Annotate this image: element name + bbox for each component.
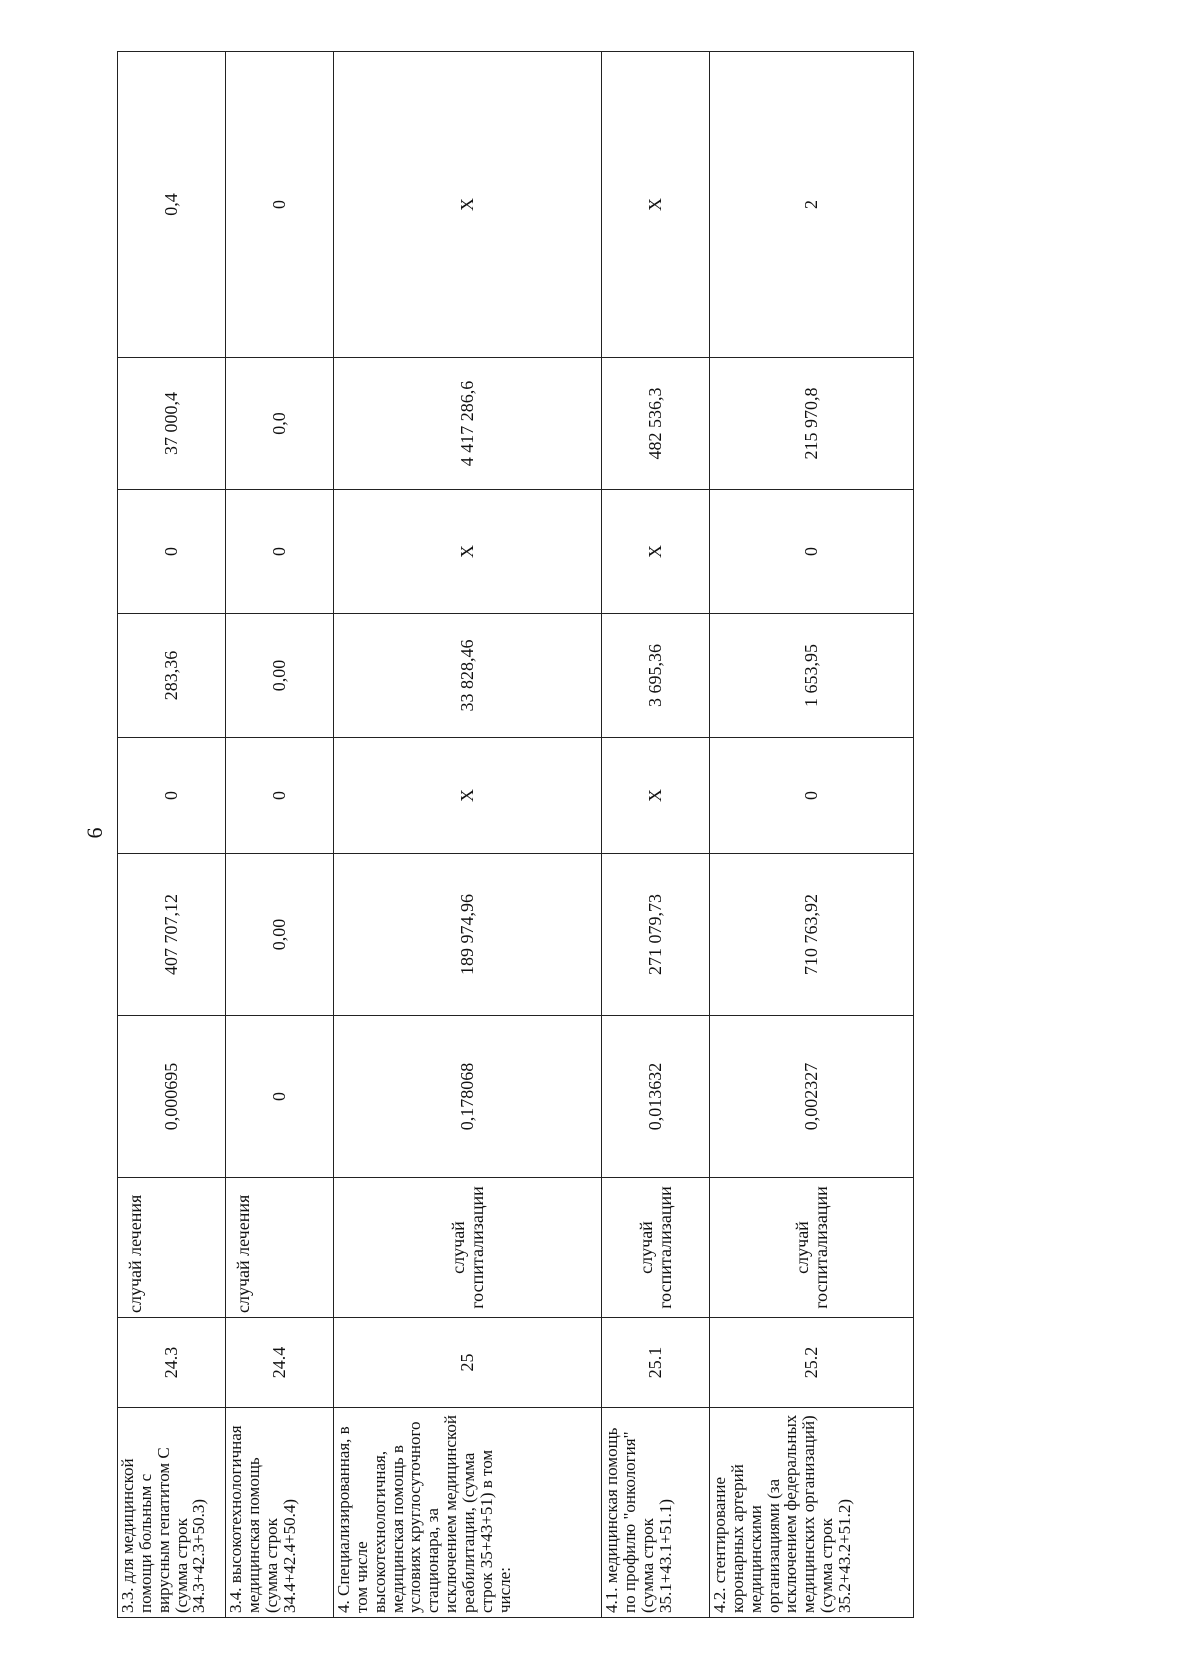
row-unit: случай лечения — [226, 1178, 334, 1318]
row-col10: X — [334, 52, 602, 358]
row-col6: 0 — [226, 738, 334, 854]
row-unit: случай лечения — [118, 1178, 226, 1318]
row-col6: 0 — [118, 738, 226, 854]
row-cost: 710 763,92 — [710, 854, 914, 1016]
row-col6: X — [334, 738, 602, 854]
row-col7: 0,00 — [226, 614, 334, 738]
row-unit: случай госпитализации — [334, 1178, 602, 1318]
row-col7: 283,36 — [118, 614, 226, 738]
row-description: 4.2. стентирование коронарных артерий медицинскими организациями (за исключением федеральных медицинских организаций) (сумма строк 35.2+43.2+51.2) — [710, 1408, 914, 1618]
row-col9: 0,0 — [226, 358, 334, 490]
row-col7: 1 653,95 — [710, 614, 914, 738]
page-number: 6 — [82, 827, 107, 839]
row-col7: 33 828,46 — [334, 614, 602, 738]
row-col9: 482 536,3 — [602, 358, 710, 490]
row-col10: 0 — [226, 52, 334, 358]
row-col9: 37 000,4 — [118, 358, 226, 490]
row-number: 25.2 — [710, 1318, 914, 1408]
row-norm: 0,000695 — [118, 1016, 226, 1178]
row-description: 4. Специализированная, в том числе высокотехнологичная, медицинская помощь в условиях круглосуточного стационара, за исключением медицинской реабилитации, (сумма строк 35+43+51) в том числе: — [334, 1408, 602, 1618]
row-cost: 0,00 — [226, 854, 334, 1016]
row-col8: X — [334, 490, 602, 614]
row-unit: случай госпитализации — [602, 1178, 710, 1318]
row-norm: 0,013632 — [602, 1016, 710, 1178]
table-row — [118, 52, 226, 1618]
table-row — [226, 52, 334, 1618]
row-number: 24.4 — [226, 1318, 334, 1408]
table-row — [602, 52, 710, 1618]
row-cost: 407 707,12 — [118, 854, 226, 1016]
row-col6: 0 — [710, 738, 914, 854]
row-number: 25 — [334, 1318, 602, 1408]
rotated-table-container — [117, 52, 913, 1618]
row-col8: X — [602, 490, 710, 614]
table-row — [710, 52, 914, 1618]
row-col8: 0 — [226, 490, 334, 614]
row-col10: 2 — [710, 52, 914, 358]
row-cost: 189 974,96 — [334, 854, 602, 1016]
row-col6: X — [602, 738, 710, 854]
row-col10: X — [602, 52, 710, 358]
row-description: 3.3. для медицинской помощи больным с вирусным гепатитом С (сумма строк 34.3+42.3+50.3) — [118, 1408, 226, 1618]
row-norm: 0,178068 — [334, 1016, 602, 1178]
row-number: 25.1 — [602, 1318, 710, 1408]
row-col9: 215 970,8 — [710, 358, 914, 490]
row-unit: случай госпитализации — [710, 1178, 914, 1318]
row-norm: 0 — [226, 1016, 334, 1178]
data-table — [117, 51, 914, 1618]
row-col8: 0 — [118, 490, 226, 614]
row-description: 4.1. медицинская помощь по профилю "онкология" (сумма строк 35.1+43.1+51.1) — [602, 1408, 710, 1618]
row-number: 24.3 — [118, 1318, 226, 1408]
row-col8: 0 — [710, 490, 914, 614]
row-col10: 0,4 — [118, 52, 226, 358]
row-description: 3.4. высокотехнологичная медицинская помощь (сумма строк 34.4+42.4+50.4) — [226, 1408, 334, 1618]
row-col9: 4 417 286,6 — [334, 358, 602, 490]
row-norm: 0,002327 — [710, 1016, 914, 1178]
table-row — [334, 52, 602, 1618]
row-cost: 271 079,73 — [602, 854, 710, 1016]
row-col7: 3 695,36 — [602, 614, 710, 738]
